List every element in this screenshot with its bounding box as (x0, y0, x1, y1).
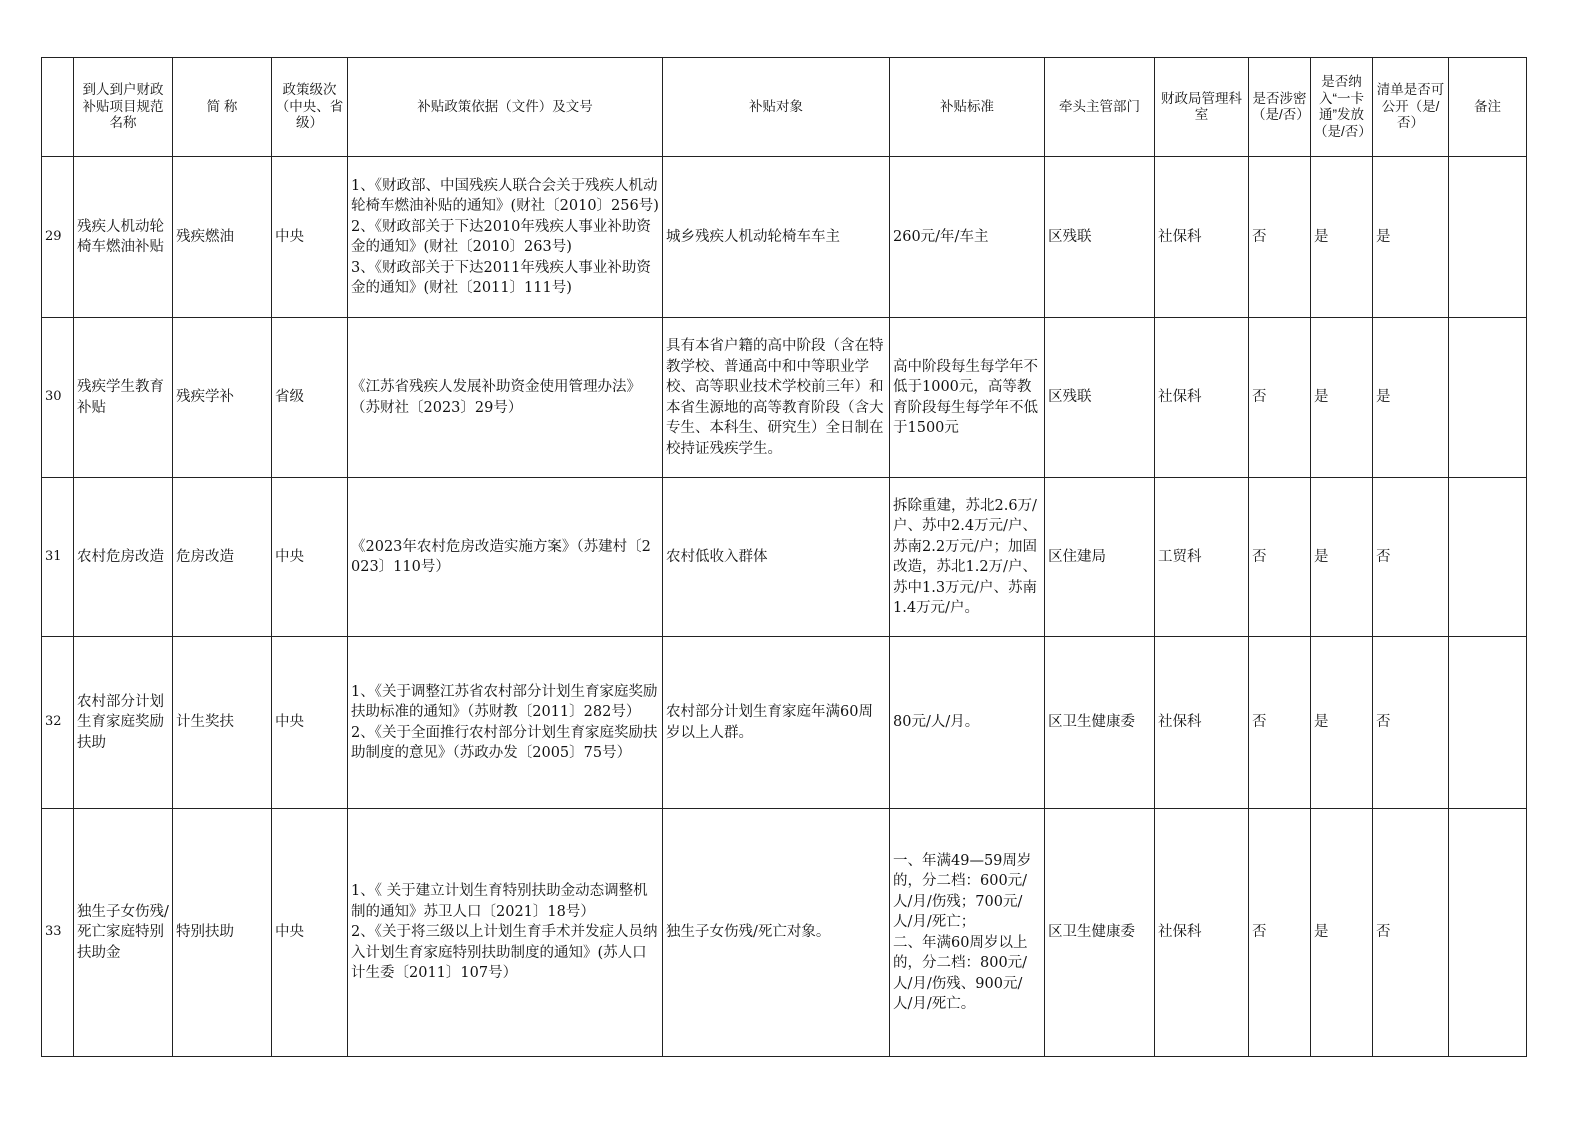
subsidy-standard: 80元/人/月。 (890, 637, 1045, 809)
header-name: 到人到户财政补贴项目规范名称 (74, 58, 173, 157)
row-number: 30 (42, 318, 74, 478)
is-secret: 否 (1249, 318, 1311, 478)
finance-office: 社保科 (1155, 318, 1249, 478)
table-header-row (42, 58, 1527, 157)
policy-level: 中央 (272, 478, 348, 637)
table-row (42, 637, 1527, 809)
header-dept: 牵头主管部门 (1045, 58, 1155, 157)
subsidy-target: 城乡残疾人机动轮椅车车主 (663, 157, 890, 318)
in-one-card: 是 (1311, 478, 1373, 637)
is-secret: 否 (1249, 809, 1311, 1057)
policy-basis: 1、《财政部、中国残疾人联合会关于残疾人机动轮椅车燃油补贴的通知》(财社〔2010〕256号) 2、《财政部关于下达2010年残疾人事业补助资金的通知》(财社〔2010〕263号) 3、《财政部关于下达2011年残疾人事业补助资金的通知》(财社〔2011〕111号) (348, 157, 663, 318)
in-one-card: 是 (1311, 318, 1373, 478)
subsidy-standard: 260元/年/车主 (890, 157, 1045, 318)
policy-level: 中央 (272, 157, 348, 318)
subsidy-standard: 高中阶段每生每学年不低于1000元，高等教育阶段每生每学年不低于1500元 (890, 318, 1045, 478)
remark (1449, 157, 1527, 318)
lead-department: 区住建局 (1045, 478, 1155, 637)
subsidy-target: 农村低收入群体 (663, 478, 890, 637)
policy-basis: 《2023年农村危房改造实施方案》（苏建村〔2023〕110号） (348, 478, 663, 637)
lead-department: 区卫生健康委 (1045, 637, 1155, 809)
policy-level: 省级 (272, 318, 348, 478)
header-remark: 备注 (1449, 58, 1527, 157)
table-row (42, 318, 1527, 478)
header-card: 是否纳入“一卡通”发放（是/否） (1311, 58, 1373, 157)
is-public: 是 (1373, 157, 1449, 318)
project-abbr: 危房改造 (173, 478, 272, 637)
header-index (42, 58, 74, 157)
in-one-card: 是 (1311, 157, 1373, 318)
row-number: 29 (42, 157, 74, 318)
row-number: 31 (42, 478, 74, 637)
remark (1449, 809, 1527, 1057)
policy-level: 中央 (272, 637, 348, 809)
is-secret: 否 (1249, 637, 1311, 809)
lead-department: 区残联 (1045, 157, 1155, 318)
project-abbr: 特别扶助 (173, 809, 272, 1057)
subsidy-target: 具有本省户籍的高中阶段（含在特教学校、普通高中和中等职业学校、高等职业技术学校前三年）和本省生源地的高等教育阶段（含大专生、本科生、研究生）全日制在校持证残疾学生。 (663, 318, 890, 478)
project-name: 残疾人机动轮椅车燃油补贴 (74, 157, 173, 318)
subsidy-standard: 拆除重建，苏北2.6万/户、苏中2.4万元/户、苏南2.2万元/户；加固改造，苏北1.2万/户、苏中1.3万元/户、苏南1.4万元/户。 (890, 478, 1045, 637)
policy-basis: 1、《 关于建立计划生育特别扶助金动态调整机制的通知》苏卫人口〔2021〕18号） 2、《关于将三级以上计划生育手术并发症人员纳入计划生育家庭特别扶助制度的通知》(苏人口计生委〔2011〕107号） (348, 809, 663, 1057)
is-secret: 否 (1249, 478, 1311, 637)
row-number: 33 (42, 809, 74, 1057)
is-secret: 否 (1249, 157, 1311, 318)
is-public: 否 (1373, 809, 1449, 1057)
remark (1449, 318, 1527, 478)
header-abbr: 简 称 (173, 58, 272, 157)
header-office: 财政局管理科室 (1155, 58, 1249, 157)
remark (1449, 478, 1527, 637)
project-name: 农村危房改造 (74, 478, 173, 637)
header-standard: 补贴标准 (890, 58, 1045, 157)
is-public: 否 (1373, 478, 1449, 637)
header-basis: 补贴政策依据（文件）及文号 (348, 58, 663, 157)
lead-department: 区残联 (1045, 318, 1155, 478)
project-abbr: 残疾燃油 (173, 157, 272, 318)
finance-office: 社保科 (1155, 157, 1249, 318)
is-public: 否 (1373, 637, 1449, 809)
remark (1449, 637, 1527, 809)
project-name: 残疾学生教育补贴 (74, 318, 173, 478)
project-name: 独生子女伤残/死亡家庭特别扶助金 (74, 809, 173, 1057)
in-one-card: 是 (1311, 637, 1373, 809)
is-public: 是 (1373, 318, 1449, 478)
subsidy-target: 农村部分计划生育家庭年满60周岁以上人群。 (663, 637, 890, 809)
finance-office: 社保科 (1155, 637, 1249, 809)
project-abbr: 残疾学补 (173, 318, 272, 478)
finance-office: 工贸科 (1155, 478, 1249, 637)
subsidy-standard: 一、年满49—59周岁的，分二档：600元/人/月/伤残；700元/人/月/死亡； 二、年满60周岁以上的，分二档：800元/人/月/伤残、900元/人/月/死亡。 (890, 809, 1045, 1057)
subsidy-table (41, 57, 1527, 1057)
lead-department: 区卫生健康委 (1045, 809, 1155, 1057)
header-secret: 是否涉密（是/否） (1249, 58, 1311, 157)
finance-office: 社保科 (1155, 809, 1249, 1057)
table-row (42, 157, 1527, 318)
subsidy-target: 独生子女伤残/死亡对象。 (663, 809, 890, 1057)
header-level: 政策级次（中央、省级） (272, 58, 348, 157)
policy-level: 中央 (272, 809, 348, 1057)
row-number: 32 (42, 637, 74, 809)
policy-basis: 1、《关于调整江苏省农村部分计划生育家庭奖励扶助标准的通知》（苏财教〔2011〕282号） 2、《关于全面推行农村部分计划生育家庭奖励扶助制度的意见》（苏政办发〔2005〕75号） (348, 637, 663, 809)
project-name: 农村部分计划生育家庭奖励扶助 (74, 637, 173, 809)
table-row (42, 809, 1527, 1057)
in-one-card: 是 (1311, 809, 1373, 1057)
project-abbr: 计生奖扶 (173, 637, 272, 809)
header-target: 补贴对象 (663, 58, 890, 157)
policy-basis: 《江苏省残疾人发展补助资金使用管理办法》（苏财社〔2023〕29号） (348, 318, 663, 478)
table-row (42, 478, 1527, 637)
header-public: 清单是否可公开（是/否） (1373, 58, 1449, 157)
